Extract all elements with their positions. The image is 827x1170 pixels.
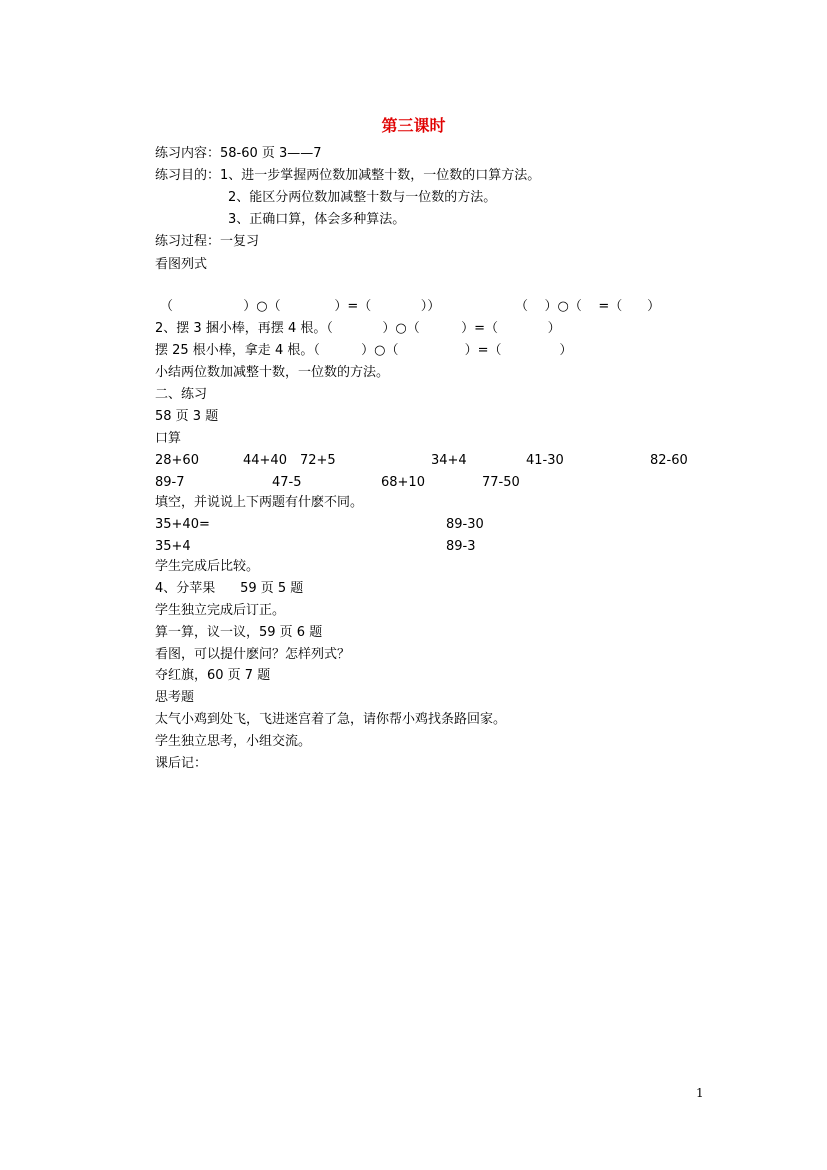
calc-item: 82-60 [650, 453, 688, 468]
fill-item: 89-3 [446, 539, 476, 554]
page-number: 1 [696, 1086, 704, 1100]
page-58-exercise-3: 58 页 3 题 [155, 409, 219, 424]
practice-process-line: 练习过程：一复习 [155, 234, 260, 249]
fill-item: 35+4 [155, 539, 191, 554]
practice-content-line: 练习内容：58-60 页 3——7 [155, 146, 322, 161]
section-practice-heading: 二、练习 [155, 387, 208, 402]
compare-line: 学生完成后比较。 [155, 559, 260, 574]
exercise-2-line: 2、摆 3 捆小棒，再摆 4 根。（ ）○（ ）=（ ） [155, 321, 561, 336]
ask-question-line: 看图，可以提什麽问？怎样列式？ [155, 647, 351, 662]
summary-line: 小结两位数加减整十数，一位数的方法。 [155, 365, 390, 380]
calc-item: 34+4 [431, 453, 467, 468]
look-and-write-heading: 看图列式 [155, 257, 208, 272]
correction-line: 学生独立完成后订正。 [155, 603, 286, 618]
calc-item: 28+60 [155, 453, 199, 468]
maze-line: 太气小鸡到处飞，飞进迷宫着了急，请你帮小鸡找条路回家。 [155, 712, 507, 727]
calc-item: 89-7 [155, 475, 185, 490]
fill-item: 89-30 [446, 517, 484, 532]
apple-exercise-line: 4、分苹果 59 页 5 题 [155, 581, 304, 596]
calc-item: 47-5 [272, 475, 302, 490]
calc-discuss-line: 算一算，议一议，59 页 6 题 [155, 625, 323, 640]
practice-goal-item-2: 2、能区分两位数加减整十数与一位数的方法。 [228, 190, 497, 205]
group-discussion-line: 学生独立思考，小组交流。 [155, 734, 312, 749]
oral-calc-heading: 口算 [155, 431, 182, 446]
after-class-notes: 课后记： [155, 756, 208, 771]
page-title: 第三课时 [381, 116, 446, 135]
equation-blank-row-right: （ ）○（ =（ ） [515, 299, 661, 314]
calc-item: 77-50 [482, 475, 520, 490]
exercise-2b-line: 摆 25 根小棒，拿走 4 根。（ ）○（ ）=（ ） [155, 343, 573, 358]
calc-item: 72+5 [300, 453, 336, 468]
thinking-heading: 思考题 [155, 690, 195, 705]
practice-goal-line: 练习目的：1、进一步掌握两位数加减整十数，一位数的口算方法。 [155, 168, 541, 183]
red-flag-line: 夺红旗，60 页 7 题 [155, 668, 271, 683]
calc-item: 41-30 [526, 453, 564, 468]
calc-item: 44+40 [243, 453, 287, 468]
fill-item: 35+40= [155, 517, 210, 532]
calc-item: 68+10 [381, 475, 425, 490]
fill-in-heading: 填空，并说说上下两题有什麽不同。 [155, 495, 364, 510]
practice-goal-item-3: 3、正确口算，体会多种算法。 [228, 212, 406, 227]
equation-blank-row-left: （ ）○（ ）=（ ）） [160, 299, 441, 314]
